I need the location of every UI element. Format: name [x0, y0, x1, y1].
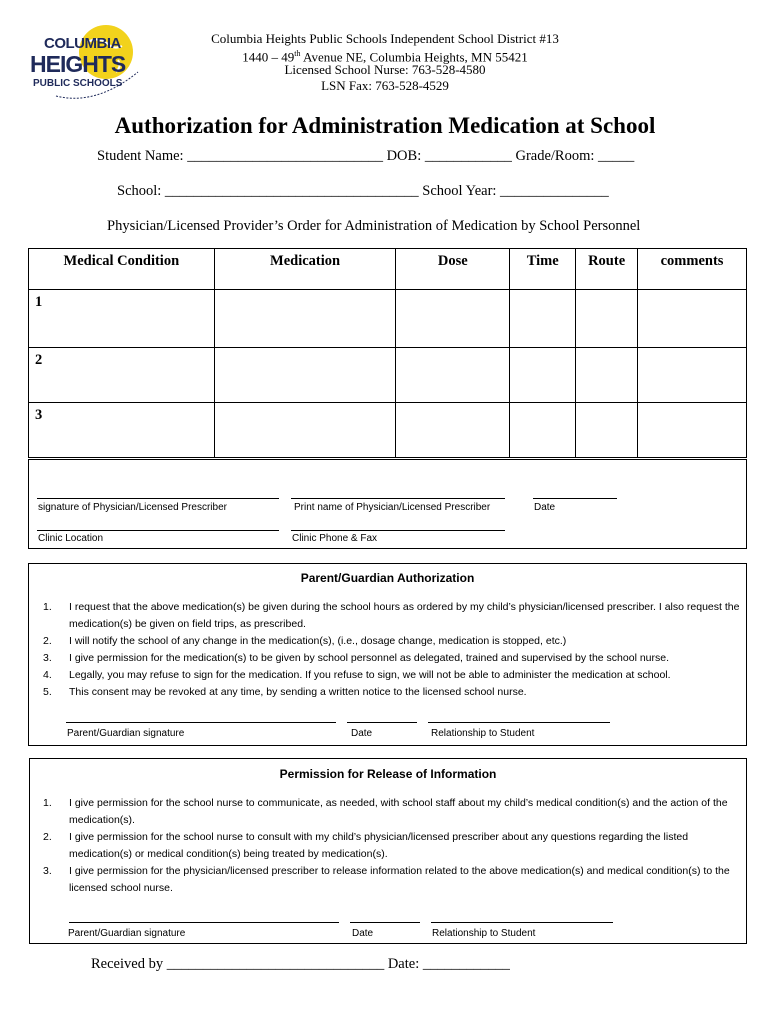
order-heading: Physician/Licensed Provider’s Order for Administration of Medication by School Personnel — [107, 218, 641, 234]
received-by-line[interactable]: Received by ______________________________ Date: ____________ — [91, 956, 510, 972]
table-cell[interactable] — [214, 290, 396, 348]
row-number[interactable]: 2 — [29, 348, 215, 403]
table-cell[interactable] — [396, 348, 510, 403]
list-item: 3. I give permission for the medication(s) to be given by school personnel as delegated, trained and supervised by the school nurse. — [43, 652, 670, 664]
table-cell[interactable] — [638, 290, 747, 348]
release-signature-label: Parent/Guardian signature — [68, 928, 186, 939]
table-cell[interactable] — [638, 403, 747, 458]
table-cell[interactable] — [510, 290, 576, 348]
table-cell[interactable] — [576, 290, 638, 348]
parent-signature-label: Parent/Guardian signature — [67, 728, 185, 739]
prescriber-date-label: Date — [534, 502, 556, 513]
parent-signature-line[interactable] — [66, 722, 336, 723]
table-cell[interactable] — [576, 403, 638, 458]
parent-relationship-label: Relationship to Student — [431, 728, 535, 739]
logo-text-heights: HEIGHTS — [30, 51, 126, 77]
release-date-label: Date — [352, 928, 374, 939]
prescriber-signature-box — [28, 459, 747, 549]
release-information-list — [43, 795, 743, 897]
table-cell[interactable] — [510, 348, 576, 403]
header-district: Columbia Heights Public Schools Independent School District #13 — [211, 31, 559, 46]
parent-date-label: Date — [351, 728, 373, 739]
logo-text-columbia: COLUMBIA — [44, 35, 121, 52]
prescriber-date-line[interactable] — [533, 498, 617, 499]
table-row — [29, 348, 747, 403]
parent-date-line[interactable] — [347, 722, 417, 723]
col-comments: comments — [638, 249, 747, 290]
table-cell[interactable] — [638, 348, 747, 403]
table-row — [29, 403, 747, 458]
col-time: Time — [510, 249, 576, 290]
clinic-location-line[interactable] — [37, 530, 279, 531]
parent-authorization-title: Parent/Guardian Authorization — [300, 571, 475, 585]
student-info-line[interactable]: Student Name: ___________________________ DOB: ____________ Grade/Room: _____ — [97, 148, 635, 164]
table-header-row — [29, 249, 747, 290]
clinic-phone-line[interactable] — [291, 530, 505, 531]
row-number[interactable]: 3 — [29, 403, 215, 458]
table-cell[interactable] — [214, 403, 396, 458]
parent-relationship-line[interactable] — [428, 722, 610, 723]
clinic-location-label: Clinic Location — [38, 533, 104, 544]
header-nurse-phone: Licensed School Nurse: 763-528-4580 — [284, 62, 486, 77]
row-number[interactable]: 1 — [29, 290, 215, 348]
release-information-title: Permission for Release of Information — [279, 767, 497, 781]
list-item: 2. I give permission for the school nurse to consult with my child’s physician/licensed prescriber about any questions regarding the listed medication(s) or medical condition(s) being treated by medication(s). — [43, 831, 689, 860]
logo-text-public-schools: PUBLIC SCHOOLS — [33, 78, 123, 89]
parent-authorization-list — [43, 599, 743, 701]
medication-table — [28, 248, 747, 458]
release-relationship-label: Relationship to Student — [432, 928, 536, 939]
list-item: 4. Legally, you may refuse to sign for the medication. If you refuse to sign, we will not be able to administer the medication at school. — [43, 669, 671, 681]
table-cell[interactable] — [510, 403, 576, 458]
table-row — [29, 290, 747, 348]
list-item: 1. I request that the above medication(s) be given during the school hours as ordered by my child’s physician/licensed prescriber. I also request the medication(s) be given on field trips, as prescribed. — [43, 601, 740, 630]
list-item: 2. I will notify the school of any change in the medication(s), (i.e., dosage change, medication is stopped, etc.) — [43, 635, 567, 647]
prescriber-print-name-label: Print name of Physician/Licensed Prescriber — [294, 502, 491, 513]
release-relationship-line[interactable] — [431, 922, 613, 923]
prescriber-print-name-line[interactable] — [291, 498, 505, 499]
clinic-phone-label: Clinic Phone & Fax — [292, 533, 378, 544]
release-information-box — [29, 758, 747, 944]
prescriber-signature-label: signature of Physician/Licensed Prescriber — [38, 502, 227, 513]
list-item: 1. I give permission for the school nurse to communicate, as needed, with school staff about my child’s medical condition(s) and the action of the medication(s). — [43, 797, 728, 826]
header-address: 1440 – 49th Avenue NE, Columbia Heights, MN 55421 — [242, 49, 528, 65]
page-title: Authorization for Administration Medication at School — [114, 113, 656, 138]
list-item: 3. I give permission for the physician/licensed prescriber to release information related to the above medication(s) and medical condition(s) to the licensed school nurse. — [43, 865, 730, 894]
table-cell[interactable] — [396, 403, 510, 458]
prescriber-signature-line[interactable] — [37, 498, 279, 499]
table-cell[interactable] — [214, 348, 396, 403]
school-info-line[interactable]: School: ___________________________________ School Year: _______________ — [117, 183, 609, 199]
release-signature-line[interactable] — [69, 922, 339, 923]
release-date-line[interactable] — [350, 922, 420, 923]
list-item: 5. This consent may be revoked at any time, by sending a written notice to the licensed school nurse. — [43, 686, 527, 698]
col-medication: Medication — [214, 249, 396, 290]
header-fax: LSN Fax: 763-528-4529 — [321, 78, 449, 93]
col-dose: Dose — [396, 249, 510, 290]
table-cell[interactable] — [576, 348, 638, 403]
table-cell[interactable] — [396, 290, 510, 348]
col-route: Route — [576, 249, 638, 290]
col-medical-condition: Medical Condition — [29, 249, 215, 290]
parent-authorization-box — [28, 563, 747, 746]
